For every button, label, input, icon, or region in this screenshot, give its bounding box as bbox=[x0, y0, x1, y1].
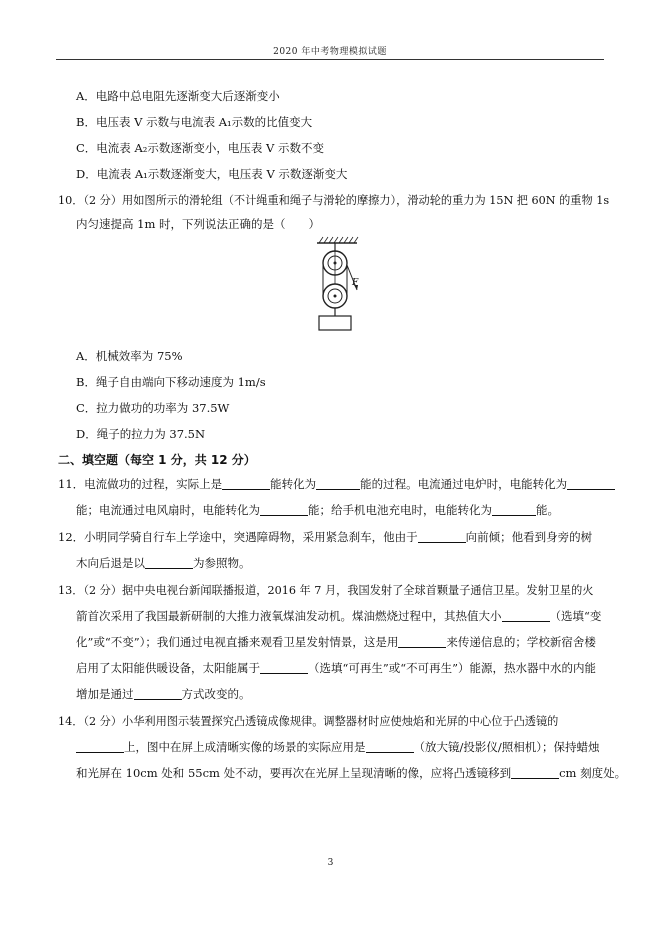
answer-blank[interactable] bbox=[567, 478, 615, 490]
q10-option-c: C．拉力做功的功率为 37.5W bbox=[76, 401, 230, 415]
q11-text: 能。 bbox=[536, 503, 559, 517]
q14-line1: 14．（2 分）小华利用图示装置探究凸透镜成像规律。调整器材时应使烛焰和光屏的中心位于凸透镜的 bbox=[58, 715, 559, 728]
q13-line3 bbox=[76, 634, 596, 650]
q11-text: 11．电流做功的过程，实际上是 bbox=[58, 477, 223, 491]
answer-blank[interactable] bbox=[492, 504, 536, 516]
q13-line1: 13．（2 分）据中央电视台新闻联播报道，2016 年 7 月，我国发射了全球首颗量子通信卫星。发射卫星的火 bbox=[58, 584, 594, 597]
q13-text: 化”或“不变”）；我们通过电视直播来观看卫星发射情景，这是用 bbox=[76, 635, 399, 649]
q14-line3 bbox=[76, 765, 626, 781]
q9-option-a: A．电路中总电阻先逐渐变大后逐渐变小 bbox=[76, 89, 280, 103]
q9-option-d: D．电流表 A₁示数逐渐变大，电压表 V 示数逐渐变大 bbox=[76, 167, 348, 181]
q13-text: 方式改变的。 bbox=[181, 687, 251, 701]
q9-option-b: B．电压表 V 示数与电流表 A₁示数的比值变大 bbox=[76, 115, 313, 129]
q12-line2 bbox=[76, 555, 251, 571]
q9-option-c: C．电流表 A₂示数逐渐变小，电压表 V 示数不变 bbox=[76, 141, 324, 155]
header-divider bbox=[56, 59, 604, 60]
q11-line1 bbox=[58, 476, 615, 492]
answer-blank[interactable] bbox=[366, 741, 414, 753]
q10-option-d: D．绳子的拉力为 37.5N bbox=[76, 427, 206, 441]
section-title-fill-in: 二、填空题（每空 1 分，共 12 分） bbox=[58, 453, 256, 467]
q13-text: 启用了太阳能供暖设备，太阳能属于 bbox=[76, 661, 260, 675]
q14-text: 和光屏在 10cm 处和 55cm 处不动，要再次在光屏上呈现清晰的像，应将凸透镜移到 bbox=[76, 766, 512, 780]
force-label-f: F bbox=[352, 278, 359, 288]
page-number: 3 bbox=[327, 858, 334, 868]
q11-text: 能的过程。电流通过电炉时，电能转化为 bbox=[360, 477, 568, 491]
q12-text: 12．小明同学骑自行车上学途中，突遇障碍物，采用紧急刹车，他由于 bbox=[58, 530, 418, 544]
q13-text: 来传递信息的；学校新宿舍楼 bbox=[446, 635, 596, 649]
q14-text: （放大镜/投影仪/照相机）；保持蜡烛 bbox=[413, 740, 600, 754]
answer-blank[interactable] bbox=[418, 531, 466, 543]
q11-line2 bbox=[76, 502, 559, 518]
answer-blank[interactable] bbox=[222, 478, 270, 490]
page-header: 2020 年中考物理模拟试题 bbox=[273, 47, 387, 57]
q11-text: 能转化为 bbox=[270, 477, 317, 491]
q10-stem-line1: 10．（2 分）用如图所示的滑轮组（不计绳重和绳子与滑轮的摩擦力），滑动轮的重力为 15N 把 60N 的重物 1s bbox=[58, 194, 610, 207]
answer-blank[interactable] bbox=[502, 610, 550, 622]
q10-stem-line2: 内匀速提高 1m 时，下列说法正确的是（ ） bbox=[76, 217, 321, 231]
answer-blank[interactable] bbox=[260, 504, 308, 516]
q14-line2 bbox=[76, 739, 600, 755]
q13-line2 bbox=[76, 608, 601, 624]
pulley-diagram bbox=[313, 234, 361, 342]
q13-line4 bbox=[76, 660, 596, 676]
answer-blank[interactable] bbox=[398, 636, 446, 648]
answer-blank[interactable] bbox=[145, 557, 193, 569]
answer-blank[interactable] bbox=[260, 662, 308, 674]
answer-blank[interactable] bbox=[134, 688, 182, 700]
q13-line5 bbox=[76, 686, 251, 702]
answer-blank[interactable] bbox=[511, 767, 559, 779]
q14-text: cm 刻度处。 bbox=[559, 766, 627, 780]
q12-text: 木向后退是以 bbox=[76, 556, 145, 570]
q11-text: 能；电流通过电风扇时，电能转化为 bbox=[76, 503, 260, 517]
q14-text: 上，图中在屏上成清晰实像的场景的实际应用是 bbox=[124, 740, 366, 754]
q13-text: （选填“变 bbox=[549, 609, 602, 623]
q12-text: 为参照物。 bbox=[193, 556, 251, 570]
q10-option-a: A．机械效率为 75% bbox=[76, 349, 183, 363]
answer-blank[interactable] bbox=[316, 478, 360, 490]
q11-text: 能；给手机电池充电时，电能转化为 bbox=[308, 503, 492, 517]
q13-text: 箭首次采用了我国最新研制的大推力液氧煤油发动机。煤油燃烧过程中，其热值大小 bbox=[76, 609, 502, 623]
q10-option-b: B．绳子自由端向下移动速度为 1m/s bbox=[76, 375, 266, 389]
q12-line1 bbox=[58, 529, 592, 545]
answer-blank[interactable] bbox=[76, 741, 124, 753]
q13-text: 增加是通过 bbox=[76, 687, 134, 701]
pulley-figure bbox=[313, 234, 361, 342]
q12-text: 向前倾；他看到身旁的树 bbox=[465, 530, 593, 544]
q13-text: （选填“可再生”或“不可再生”）能源，热水器中水的内能 bbox=[308, 661, 597, 675]
